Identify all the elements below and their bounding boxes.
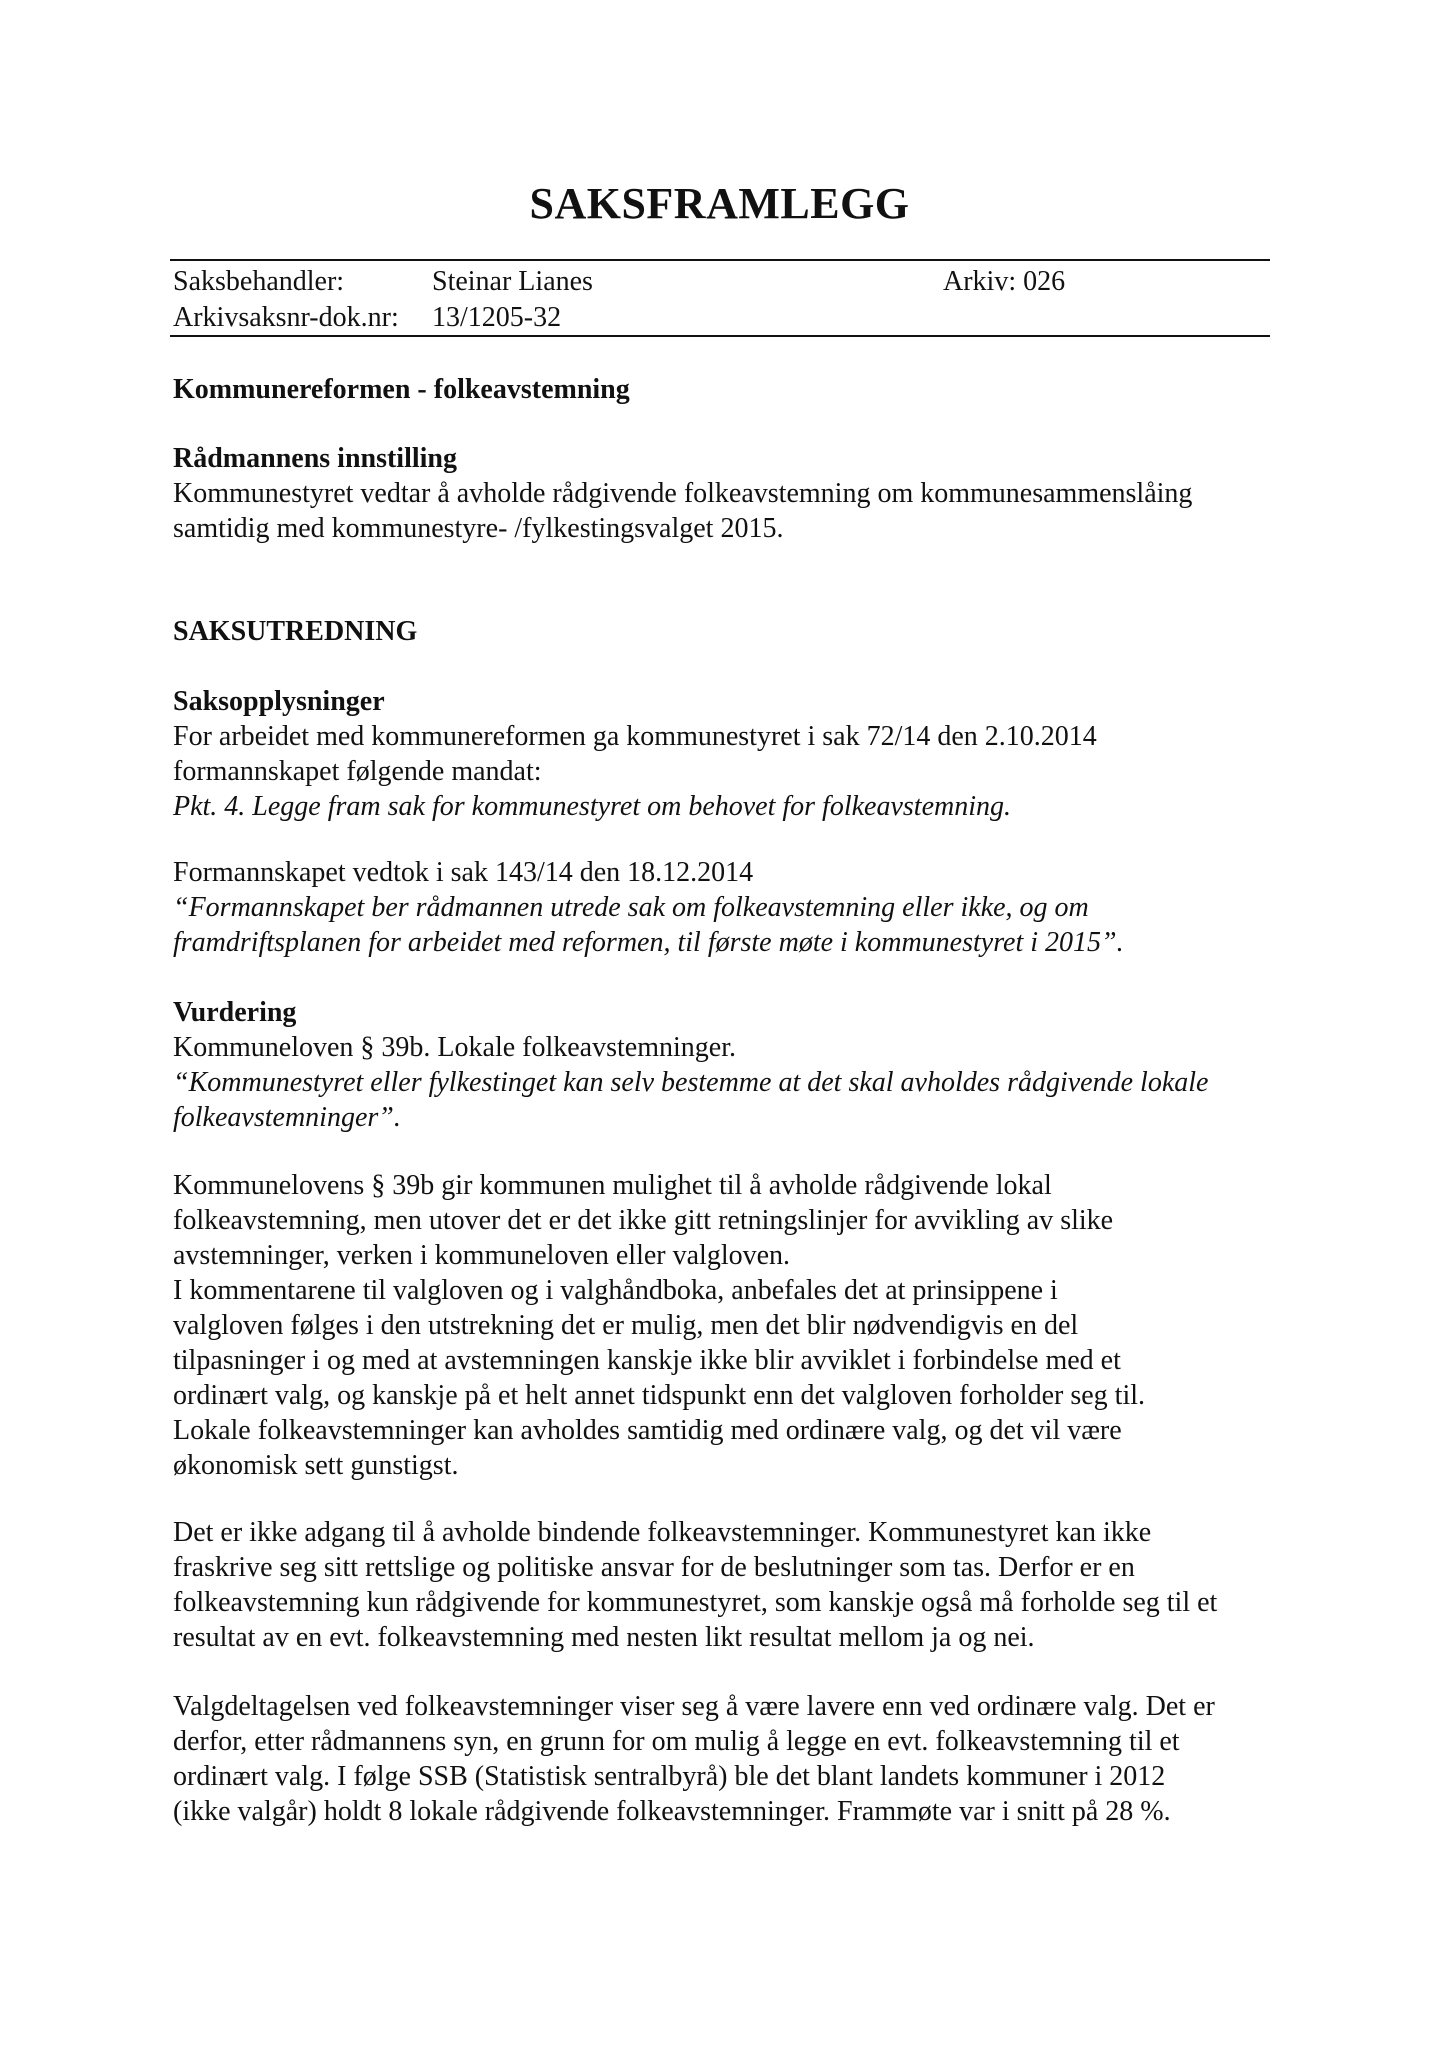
header-rule-top <box>170 259 1270 261</box>
innstilling-line: samtidig med kommunestyre- /fylkestingsvalget 2015. <box>173 513 784 544</box>
paragraph-line: Lokale folkeavstemninger kan avholdes samtidig med ordinære valg, og det vil være <box>173 1415 1122 1446</box>
vurdering-heading: Vurdering <box>173 997 297 1028</box>
formannskap-vedtak: Formannskapet vedtok i sak 143/14 den 18.12.2014 <box>173 857 754 888</box>
paragraph-line: I kommentarene til valgloven og i valghåndboka, anbefales det at prinsippene i <box>173 1275 1058 1306</box>
paragraph-line: tilpasninger i og med at avstemningen kanskje ikke blir avviklet i forbindelse med et <box>173 1345 1121 1376</box>
paragraph-line: fraskrive seg sitt rettslige og politiske ansvar for de beslutninger som tas. Derfor er en <box>173 1552 1135 1583</box>
vurdering-section <box>173 995 1273 1135</box>
saksopplysninger-section <box>173 684 1273 824</box>
subject-heading: Kommunereformen - folkeavstemning <box>173 374 630 405</box>
saksopplysninger-line: For arbeidet med kommunereformen ga kommunestyret i sak 72/14 den 2.10.2014 <box>173 721 1097 752</box>
law-quote-line: folkeavstemninger”. <box>173 1102 401 1133</box>
arkiv-code: Arkiv: 026 <box>943 266 1066 297</box>
paragraph-line: ordinært valg. I følge SSB (Statistisk sentralbyrå) ble det blant landets kommuner i 2012 <box>173 1761 1166 1792</box>
paragraph-line: økonomisk sett gunstigst. <box>173 1450 459 1481</box>
paragraph-line: resultat av en evt. folkeavstemning med nesten likt resultat mellom ja og nei. <box>173 1622 1035 1653</box>
saksopplysninger-heading: Saksopplysninger <box>173 686 385 717</box>
law-reference: Kommuneloven § 39b. Lokale folkeavstemninger. <box>173 1032 736 1063</box>
paragraph-line: folkeavstemning, men utover det er det ikke gitt retningslinjer for avvikling av slike <box>173 1205 1114 1236</box>
innstilling-heading: Rådmannens innstilling <box>173 443 457 474</box>
paragraph-line: (ikke valgår) holdt 8 lokale rådgivende folkeavstemninger. Frammøte var i snitt på 28 %. <box>173 1796 1171 1827</box>
formannskap-quote-line: “Formannskapet ber rådmannen utrede sak om folkeavstemning eller ikke, og om <box>173 892 1089 923</box>
saksbehandler-value: Steinar Lianes <box>432 266 593 297</box>
paragraph-line: Det er ikke adgang til å avholde bindende folkeavstemninger. Kommunestyret kan ikke <box>173 1517 1152 1548</box>
formannskap-quote-line: framdriftsplanen for arbeidet med reformen, til første møte i kommunestyret i 2015”. <box>173 927 1124 958</box>
paragraph-line: valgloven følges i den utstrekning det er mulig, men det blir nødvendigvis en del <box>173 1310 1079 1341</box>
saksbehandler-label: Saksbehandler: <box>173 266 345 297</box>
innstilling-line: Kommunestyret vedtar å avholde rådgivende folkeavstemning om kommunesammenslåing <box>173 478 1193 509</box>
vurdering-paragraph-1 <box>173 1168 1273 1483</box>
paragraph-line: avstemninger, verken i kommuneloven eller valgloven. <box>173 1240 791 1271</box>
header-rule-bottom <box>170 335 1270 337</box>
formannskap-section <box>173 855 1273 960</box>
paragraph-line: ordinært valg, og kanskje på et helt annet tidspunkt enn det valgloven forholder seg til. <box>173 1380 1146 1411</box>
paragraph-line: derfor, etter rådmannens syn, en grunn for om mulig å legge en evt. folkeavstemning til et <box>173 1726 1180 1757</box>
arkivsaksnr-value: 13/1205-32 <box>432 302 562 333</box>
document-title: SAKSFRAMLEGG <box>529 179 910 228</box>
vurdering-paragraph-2 <box>173 1515 1273 1655</box>
mandat-item: Pkt. 4. Legge fram sak for kommunestyret om behovet for folkeavstemning. <box>173 791 1012 822</box>
saksutredning-heading: SAKSUTREDNING <box>173 616 418 647</box>
vurdering-paragraph-3 <box>173 1689 1273 1829</box>
arkivsaksnr-label: Arkivsaksnr-dok.nr: <box>173 302 399 333</box>
paragraph-line: Kommunelovens § 39b gir kommunen mulighet til å avholde rådgivende lokal <box>173 1170 1052 1201</box>
law-quote-line: “Kommunestyret eller fylkestinget kan selv bestemme at det skal avholdes rådgivende lokale <box>173 1067 1209 1098</box>
saksopplysninger-line: formannskapet følgende mandat: <box>173 756 542 787</box>
innstilling-section <box>173 441 1273 546</box>
paragraph-line: Valgdeltagelsen ved folkeavstemninger viser seg å være lavere enn ved ordinære valg. Det er <box>173 1691 1215 1722</box>
paragraph-line: folkeavstemning kun rådgivende for kommunestyret, som kanskje også må forholde seg til et <box>173 1587 1218 1618</box>
